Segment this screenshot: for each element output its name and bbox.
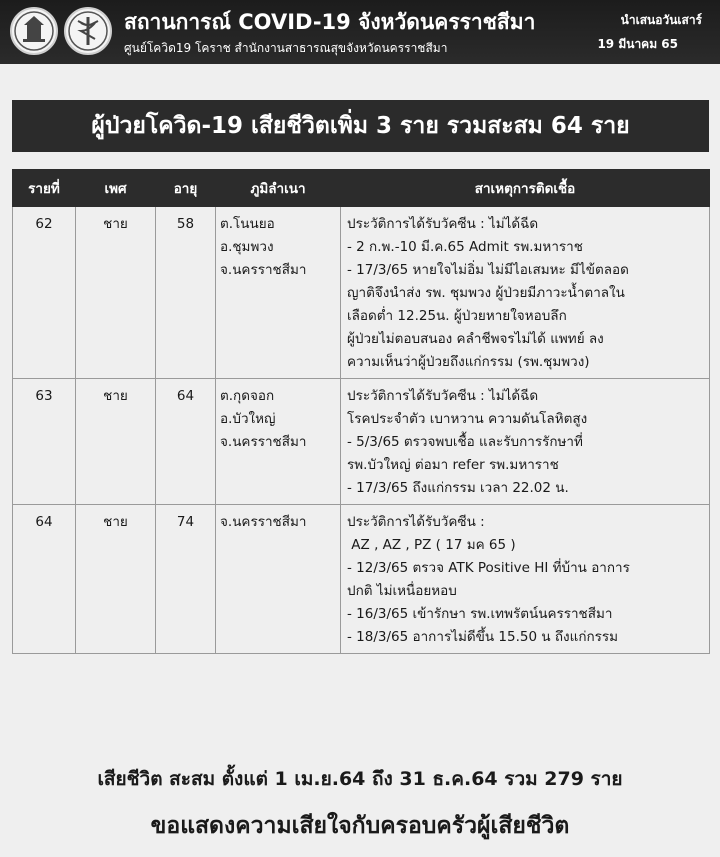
case-details: [341, 505, 710, 654]
case-address: [216, 207, 341, 379]
presenter-label: นำเสนอวันเสาร์: [620, 13, 702, 27]
report-date: 19 มีนาคม 65: [597, 37, 678, 51]
cases-table: [12, 169, 710, 654]
case-details: [341, 379, 710, 505]
case-age: 64: [156, 379, 216, 505]
detail-line: ญาติจึงนำส่ง รพ. ชุมพวง ผู้ป่วยมีภาวะน้ำตาลใน: [347, 285, 625, 301]
provincial-seal-icon: [10, 7, 58, 55]
detail-line: ประวัติการได้รับวัคซีน : ไม่ได้ฉีด: [347, 388, 539, 404]
detail-line: - 17/3/65 ถึงแก่กรรม เวลา 22.02 น.: [347, 480, 569, 496]
detail-line: - 12/3/65 ตรวจ ATK Positive HI ที่บ้าน อาการ: [347, 560, 630, 576]
table-row: [13, 505, 710, 654]
case-age: 74: [156, 505, 216, 654]
case-sex: ชาย: [76, 379, 156, 505]
case-no: 62: [13, 207, 76, 379]
detail-line: รพ.บัวใหญ่ ต่อมา refer รพ.มหาราช: [347, 457, 559, 473]
page-title: สถานการณ์ COVID-19 จังหวัดนครราชสีมา: [124, 10, 536, 34]
detail-line: ประวัติการได้รับวัคซีน :: [347, 514, 485, 530]
case-address: [216, 379, 341, 505]
case-age: 58: [156, 207, 216, 379]
address-line: ต.กุดจอก: [220, 388, 275, 404]
address-line: อ.บัวใหญ่: [220, 411, 276, 427]
headline-banner: ผู้ป่วยโควิด-19 เสียชีวิตเพิ่ม 3 ราย รวมสะสม 64 ราย: [12, 100, 709, 152]
table-header-row: [13, 170, 710, 207]
cumulative-summary: เสียชีวิต สะสม ตั้งแต่ 1 เม.ย.64 ถึง 31 ธ.ค.64 รวม 279 ราย: [97, 768, 623, 790]
address-line: จ.นครราชสีมา: [220, 434, 307, 450]
table-row: [13, 379, 710, 505]
condolence-message: ขอแสดงความเสียใจกับครอบครัวผู้เสียชีวิต: [150, 813, 570, 839]
detail-line: - 18/3/65 อาการไม่ดีขึ้น 15.50 น ถึงแก่กรรม: [347, 629, 619, 645]
detail-line: เลือดต่ำ 12.25น. ผู้ป่วยหายใจหอบลึก: [347, 308, 567, 324]
detail-line: ความเห็นว่าผู้ป่วยถึงแก่กรรม (รพ.ชุมพวง): [347, 354, 590, 370]
table-row: [13, 207, 710, 379]
address-line: ต.โนนยอ: [220, 216, 275, 232]
address-line: อ.ชุมพวง: [220, 239, 274, 255]
detail-line: - 2 ก.พ.-10 มี.ค.65 Admit รพ.มหาราช: [347, 239, 583, 255]
detail-line: ผู้ป่วยไม่ตอบสนอง คลำชีพจรไม่ได้ แพทย์ ลง: [347, 331, 604, 347]
case-sex: ชาย: [76, 207, 156, 379]
detail-line: AZ , AZ , PZ ( 17 มค 65 ): [347, 537, 516, 553]
detail-line: - 5/3/65 ตรวจพบเชื้อ และรับการรักษาที่: [347, 434, 583, 450]
header-case-no: รายที่: [13, 170, 76, 207]
header-address: ภูมิลำเนา: [216, 170, 341, 207]
health-office-logo-icon: [64, 7, 112, 55]
address-line: จ.นครราชสีมา: [220, 514, 307, 530]
case-no: 63: [13, 379, 76, 505]
header-cause: สาเหตุการติดเชื้อ: [341, 170, 710, 207]
detail-line: - 16/3/65 เข้ารักษา รพ.เทพรัตน์นครราชสีมา: [347, 606, 613, 622]
detail-line: โรคประจำตัว เบาหวาน ความดันโลหิตสูง: [347, 411, 588, 427]
header-age: อายุ: [156, 170, 216, 207]
address-line: จ.นครราชสีมา: [220, 262, 307, 278]
case-sex: ชาย: [76, 505, 156, 654]
case-no: 64: [13, 505, 76, 654]
detail-line: ประวัติการได้รับวัคซีน : ไม่ได้ฉีด: [347, 216, 539, 232]
case-details: [341, 207, 710, 379]
detail-line: ปกติ ไม่เหนื่อยหอบ: [347, 583, 457, 599]
header-bar: [0, 0, 720, 64]
case-address: [216, 505, 341, 654]
page-subtitle: ศูนย์โควิด19 โคราช สำนักงานสาธารณสุขจังหวัดนครราชสีมา: [124, 41, 448, 55]
detail-line: - 17/3/65 หายใจไม่อิ่ม ไม่มีไอเสมหะ มีไข้ตลอด: [347, 262, 629, 278]
header-sex: เพศ: [76, 170, 156, 207]
